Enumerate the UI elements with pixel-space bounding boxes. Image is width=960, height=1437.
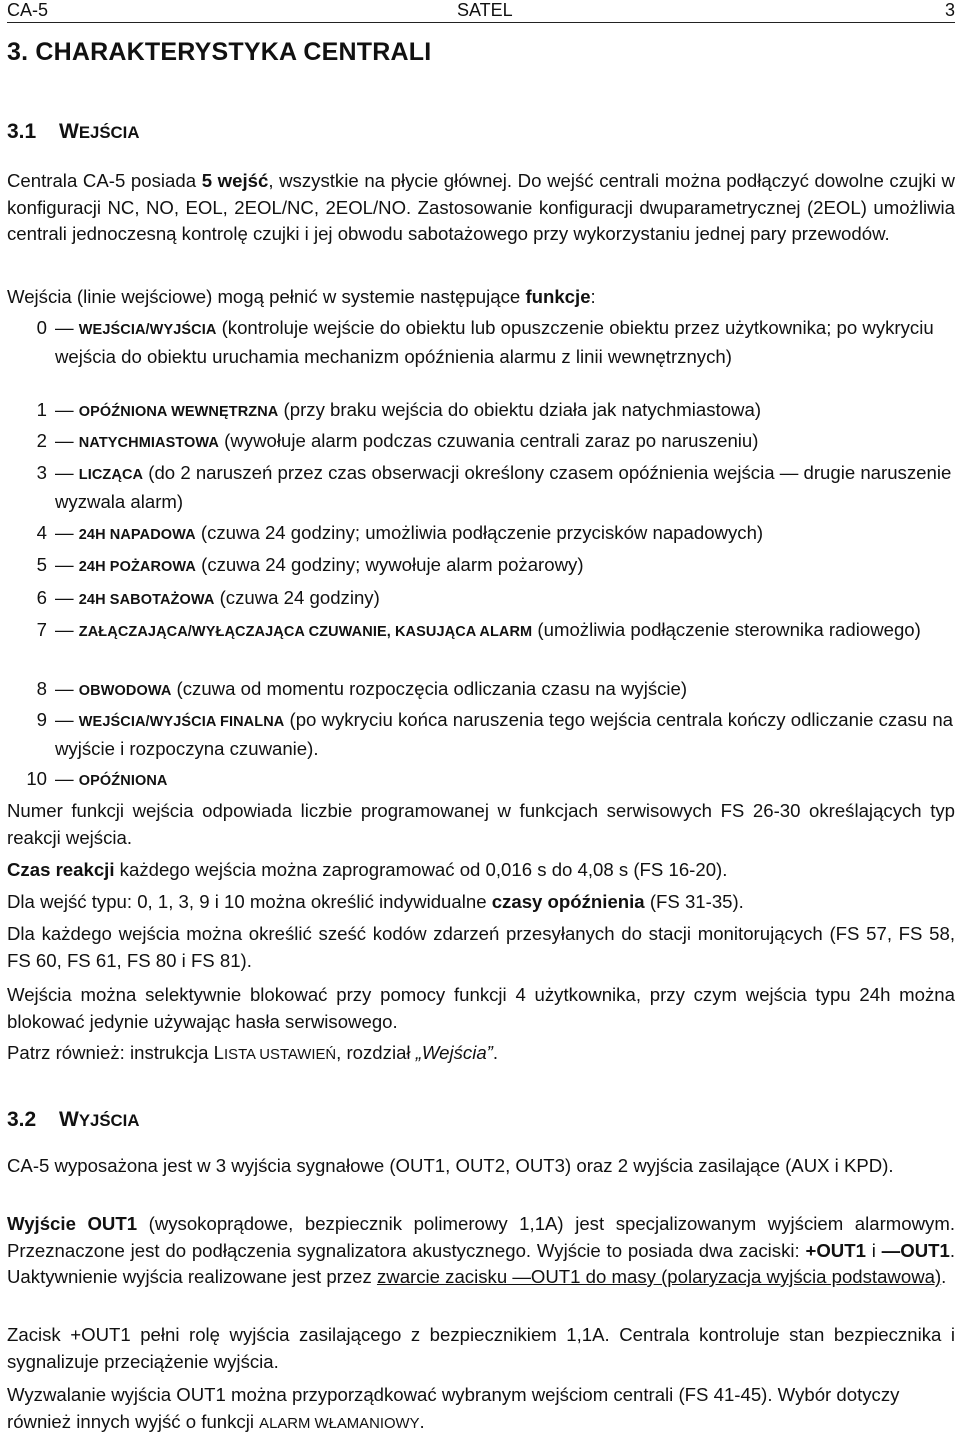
function-dash: — (55, 678, 79, 699)
function-description: (po wykryciu końca naruszenia tego wejścia centrala kończy odliczanie czasu na wyjście i rozpoczyna czuwanie). (55, 709, 954, 759)
document-page (7, 0, 956, 1432)
page-header (7, 0, 955, 23)
text-run-bold: funkcje (525, 286, 591, 307)
text-run: . (419, 1410, 425, 1432)
paragraph-outputs-intro: CA-5 wyposażona jest w 3 wyjścia sygnałowe (OUT1, OUT2, OUT3) oraz 2 wyjścia zasilające (AUX i KPD). (7, 1155, 894, 1176)
function-description: (kontroluje wejście do obiektu lub opuszczenie obiektu przez użytkownika; po wykryciu wejścia do obiektu uruchamia mechanizm opóźnienia alarmu z linii wewnętrznych) (55, 317, 934, 367)
section-number: 3.2 (7, 1108, 37, 1131)
paragraph-blocking: Wejścia można selektywnie blokować przy pomocy funkcji 4 użytkownika, przy czym wejścia typu 24h można blokować jedynie używając hasła serwisowego. (7, 984, 955, 1032)
text-run-bold: 5 wejść (201, 170, 269, 191)
chapter-title: 3. CHARAKTERYSTYKA CENTRALI (7, 38, 432, 66)
text-run: Wyzwalanie wyjścia OUT1 można przyporządkować wybranym wejściom centrali (FS 41-45). Wybór dotyczy również innych wyjść o funkcji (7, 1384, 900, 1432)
function-dash: — (55, 768, 79, 789)
function-number: 8 (36, 678, 47, 699)
text-run-bold: Czas reakcji (7, 859, 115, 880)
text-run-smallcaps: ALARM WŁAMANIOWY (259, 1415, 420, 1432)
function-description: (czuwa 24 godziny; umożliwia podłączenie przycisków napadowych) (195, 522, 764, 543)
function-description: (przy braku wejścia do obiektu działa jak natychmiastowa) (278, 399, 762, 420)
function-number: 0 (36, 317, 47, 338)
function-number: 7 (36, 619, 47, 640)
text-run: (wysokoprądowe, bezpiecznik polimerowy 1,1A) jest specjalizowanym wyjściem alarmowym. Przeznaczone jest do podłączenia sygnalizatora akustycznego. Wyjście to posiada dwa zaciski: (7, 1213, 955, 1261)
function-name: OPÓŹNIONA (78, 773, 168, 789)
function-name: 24H SABOTAŻOWA (78, 592, 215, 608)
text-run-bold: —OUT1 (881, 1239, 950, 1261)
function-dash: — (55, 587, 79, 608)
function-dash: — (55, 430, 79, 451)
function-description: (czuwa od momentu rozpoczęcia odliczania czasu na wyjście) (171, 678, 688, 699)
section-title-rest: EJŚCIA (78, 123, 140, 142)
text-run: Dla wejść typu: 0, 1, 3, 9 i 10 można określić indywidualne (7, 891, 492, 912)
function-number: 4 (36, 522, 47, 543)
text-run: , rozdział (336, 1042, 416, 1063)
function-name: 24H POŻAROWA (78, 559, 196, 575)
function-name: ZAŁĄCZAJĄCA/WYŁĄCZAJĄCA CZUWANIE, KASUJĄCA ALARM (78, 624, 533, 640)
function-number: 10 (26, 768, 47, 789)
paragraph-intro (7, 168, 955, 248)
text-run: i (865, 1239, 882, 1261)
section-number: 3.1 (7, 120, 37, 143)
function-description: (czuwa 24 godziny) (214, 587, 380, 608)
paragraph-out1-trigger (7, 1382, 955, 1437)
function-description: (umożliwia podłączenie sterownika radiowego) (532, 619, 921, 640)
text-run: , wszystkie na płycie głównej. Do wejść centrali można podłączyć dowolne czujki w konfiguracji NC, NO, EOL, 2EOL/NC, 2EOL/NO. Zastosowanie konfiguracji dwuparametrycznej (2EOL) umożliwia centrali jednoczesną kontrolę czujki i jej obwodu sabotażowego przy wykorzystaniu jednej pary przewodów. (7, 170, 955, 244)
text-run-bold: +OUT1 (805, 1239, 866, 1261)
section-title-rest: YJŚCIA (78, 1111, 140, 1130)
function-name: 24H NAPADOWA (78, 527, 196, 543)
text-run: . (941, 1266, 947, 1287)
function-name: LICZĄCA (78, 467, 144, 483)
section-title-first: W (59, 120, 79, 143)
function-description: (czuwa 24 godziny; wywołuje alarm pożarowy) (195, 554, 584, 575)
paragraph-out1-fuse: Zacisk +OUT1 pełni rolę wyjścia zasilającego z bezpiecznikiem 1,1A. Centrala kontroluje stan bezpiecznika i sygnalizuje przeciążenie wyjścia. (7, 1324, 955, 1372)
text-run: . Uaktywnienie wyjścia realizowane jest przez (7, 1239, 956, 1287)
function-dash: — (55, 462, 79, 483)
function-number: 3 (36, 462, 47, 483)
function-dash: — (55, 619, 79, 640)
section-title-first: W (59, 1108, 79, 1131)
function-dash: — (55, 399, 79, 420)
paragraph-delay-times (7, 889, 955, 916)
function-description: (do 2 naruszeń przez czas obserwacji określony czasem opóźnienia wejścia — drugie naruszenie wyzwala alarm) (55, 462, 952, 512)
function-dash: — (55, 522, 79, 543)
function-name: WEJŚCIA/WYJŚCIA FINALNA (78, 714, 285, 730)
function-number: 9 (36, 709, 47, 730)
function-number: 2 (36, 430, 47, 451)
function-name: OPÓŹNIONA WEWNĘTRZNA (78, 404, 279, 420)
text-run: Patrz również: instrukcja (7, 1042, 214, 1063)
paragraph-out1 (7, 1211, 955, 1291)
function-name: NATYCHMIASTOWA (78, 435, 219, 451)
text-run: : (590, 286, 596, 307)
function-dash: — (55, 317, 79, 338)
function-name: WEJŚCIA/WYJŚCIA (78, 322, 217, 338)
header-brand: SATEL (457, 0, 513, 20)
function-dash: — (55, 709, 79, 730)
text-run: L (213, 1042, 225, 1063)
function-name: OBWODOWA (78, 683, 172, 699)
text-run-bold: czasy opóźnienia (491, 891, 645, 912)
text-run-underlined: zwarcie zacisku —OUT1 do masy (polaryzacja wyjścia podstawowa) (376, 1266, 942, 1287)
section-heading-inputs (7, 120, 139, 144)
paragraph-functions-lead (7, 284, 955, 311)
function-number: 6 (36, 587, 47, 608)
paragraph-event-codes: Dla każdego wejścia można określić sześć kodów zdarzeń przesyłanych do stacji monitorujących (FS 57, FS 58, FS 60, FS 61, FS 80 i FS 81). (7, 923, 955, 971)
function-number: 5 (36, 554, 47, 575)
text-run: każdego wejścia można zaprogramować od 0,016 s do 4,08 s (FS 16-20). (114, 859, 728, 880)
text-run-italic: „Wejścia” (415, 1042, 493, 1063)
text-run: Centrala CA-5 posiada (7, 170, 202, 191)
section-heading-outputs (7, 1108, 139, 1132)
function-description: (wywołuje alarm podczas czuwania centrali zaraz po naruszeniu) (219, 430, 759, 451)
paragraph-see-also (7, 1040, 955, 1069)
text-run: Wejścia (linie wejściowe) mogą pełnić w systemie następujące (7, 286, 526, 307)
text-run-smallcaps: ISTA USTAWIEŃ (224, 1047, 337, 1063)
header-page-number: 3 (944, 0, 955, 20)
text-run-bold: Wyjście OUT1 (7, 1213, 138, 1234)
text-run: . (492, 1042, 499, 1063)
function-number: 1 (36, 399, 47, 420)
header-model: CA-5 (7, 0, 49, 20)
paragraph-reaction-time (7, 857, 955, 884)
function-dash: — (55, 554, 79, 575)
paragraph-function-number: Numer funkcji wejścia odpowiada liczbie programowanej w funkcjach serwisowych FS 26-30 określających typ reakcji wejścia. (7, 800, 955, 848)
text-run: (FS 31-35). (644, 891, 744, 912)
